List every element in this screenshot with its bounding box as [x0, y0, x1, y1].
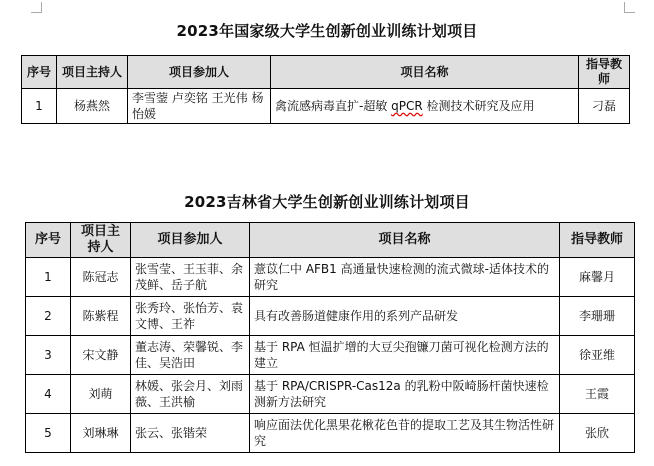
cell-no: 1	[26, 258, 71, 297]
header-members: 项目参加人	[131, 223, 250, 258]
cell-advisor: 徐亚维	[560, 336, 635, 375]
table-row	[26, 297, 635, 336]
cell-no: 4	[26, 375, 71, 414]
table-row	[22, 89, 630, 124]
header-no: 序号	[26, 223, 71, 258]
header-advisor: 指导教师	[579, 56, 630, 89]
header-project-name: 项目名称	[271, 56, 579, 89]
cell-no: 5	[26, 414, 71, 453]
provincial-table-title: 2023吉林省大学生创新创业训练计划项目	[184, 193, 470, 211]
cell-members: 张秀玲、张怡芳、袁文博、王祚	[131, 297, 250, 336]
project-name-part: 禽流感病毒直扩-超敏	[275, 99, 392, 113]
cell-members: 张雪莹、王玉菲、余茂鲜、岳子航	[131, 258, 250, 297]
national-table-title: 2023年国家级大学生创新创业训练计划项目	[176, 22, 478, 40]
cell-members: 李雪蓥 卢奕铭 王光伟 杨怡媛	[128, 89, 271, 124]
cell-project-name: 基于 RPA/CRISPR-Cas12a 的乳粉中阪崎肠杆菌快速检测新方法研究	[250, 375, 560, 414]
table-header-row	[22, 56, 630, 89]
cell-project-name: 响应面法优化黑果花楸花色苷的提取工艺及其生物活性研究	[250, 414, 560, 453]
cell-project-name	[271, 89, 579, 124]
table-row	[26, 375, 635, 414]
cell-advisor: 李珊珊	[560, 297, 635, 336]
cell-advisor: 王霞	[560, 375, 635, 414]
cell-leader: 陈紫程	[71, 297, 131, 336]
cell-project-name: 基于 RPA 恒温扩增的大豆尖孢镰刀菌可视化检测方法的建立	[250, 336, 560, 375]
table-row	[26, 336, 635, 375]
spellcheck-flagged-word: qPCR	[391, 99, 423, 113]
table-row	[26, 414, 635, 453]
header-leader: 项目主持人	[57, 56, 128, 89]
header-members: 项目参加人	[128, 56, 271, 89]
page-corner-mark-right	[624, 2, 635, 13]
header-leader: 项目主持人	[71, 223, 131, 258]
cell-no: 3	[26, 336, 71, 375]
table-row	[26, 258, 635, 297]
cell-project-name: 薏苡仁中 AFB1 高通量快速检测的流式微球-适体技术的研究	[250, 258, 560, 297]
table-header-row	[26, 223, 635, 258]
cell-leader: 刘萌	[71, 375, 131, 414]
provincial-projects-table	[25, 222, 635, 453]
cell-advisor: 刁磊	[579, 89, 630, 124]
cell-leader: 杨燕然	[57, 89, 128, 124]
national-projects-table	[21, 55, 630, 124]
cell-leader: 陈冠志	[71, 258, 131, 297]
header-project-name: 项目名称	[250, 223, 560, 258]
cell-no: 1	[22, 89, 57, 124]
cell-advisor: 麻馨月	[560, 258, 635, 297]
cell-leader: 宋文静	[71, 336, 131, 375]
project-name-part: 检测技术研究及应用	[422, 99, 535, 113]
header-advisor: 指导教师	[560, 223, 635, 258]
cell-project-name: 具有改善肠道健康作用的系列产品研发	[250, 297, 560, 336]
cell-members: 张云、张锴荣	[131, 414, 250, 453]
cell-members: 林媛、张会月、刘雨薇、王洪榆	[131, 375, 250, 414]
cell-advisor: 张欣	[560, 414, 635, 453]
page-corner-mark-left	[31, 2, 42, 13]
cell-members: 董志涛、荣馨锐、李佳、吴浩田	[131, 336, 250, 375]
cell-leader: 刘琳琳	[71, 414, 131, 453]
header-no: 序号	[22, 56, 57, 89]
cell-no: 2	[26, 297, 71, 336]
